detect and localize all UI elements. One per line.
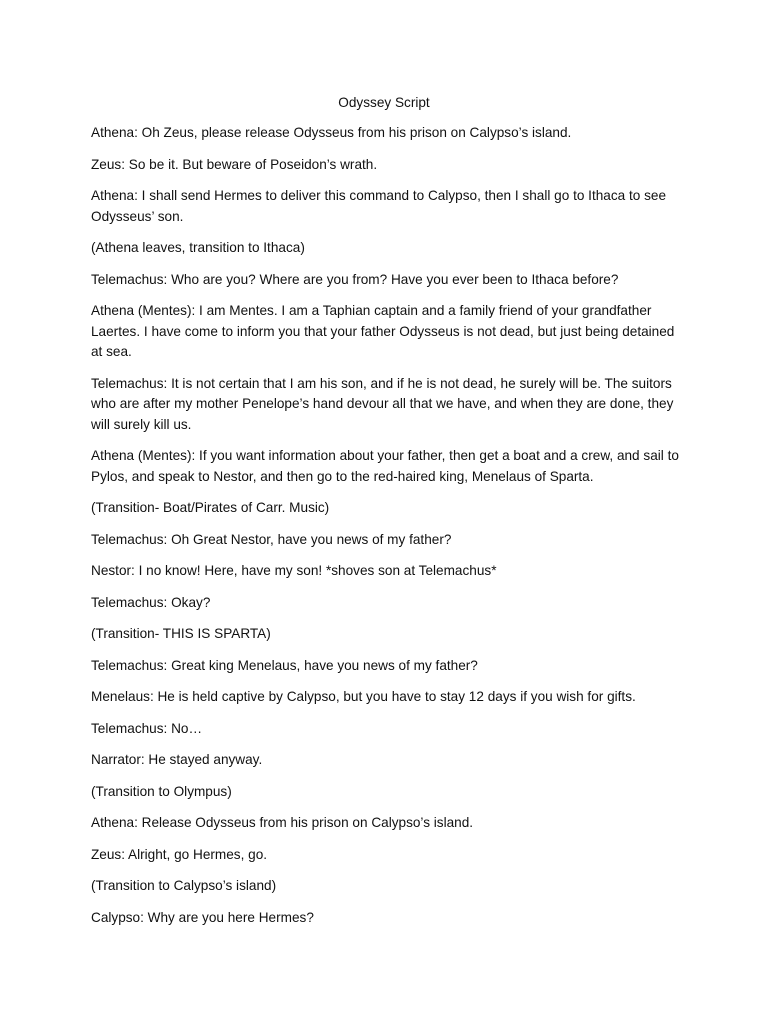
script-line: Telemachus: Great king Menelaus, have you news of my father?	[91, 657, 478, 673]
stage-direction: (Transition- THIS IS SPARTA)	[91, 626, 271, 641]
document-title: Odyssey Script	[338, 95, 430, 110]
stage-direction: (Athena leaves, transition to Ithaca)	[91, 240, 305, 255]
script-line: Zeus: So be it. But beware of Poseidon’s wrath.	[91, 156, 378, 172]
script-line: Telemachus: Who are you? Where are you from? Have you ever been to Ithaca before?	[91, 271, 619, 287]
script-line: Athena: I shall send Hermes to deliver this command to Calypso, then I shall go to Ithaca to see Odysseus’ son.	[91, 188, 667, 224]
script-line: Athena: Release Odysseus from his prison on Calypso’s island.	[91, 815, 474, 830]
script-line: Telemachus: Oh Great Nestor, have you news of my father?	[91, 531, 452, 547]
script-line: Telemachus: No…	[91, 720, 203, 736]
script-line: Menelaus: He is held captive by Calypso, but you have to stay 12 days if you wish for gifts.	[91, 689, 636, 704]
script-line: Nestor: I no know! Here, have my son! *shoves son at Telemachus*	[91, 563, 497, 578]
script-line: Athena: Oh Zeus, please release Odysseus from his prison on Calypso’s island.	[91, 125, 572, 140]
script-line: Athena (Mentes): If you want information about your father, then get a boat and a crew, and sail to Pylos, and speak to Nestor, and then go to the red-haired king, Menelaus of Sparta.	[91, 448, 679, 484]
document-body	[91, 123, 681, 939]
stage-direction: (Transition to Olympus)	[91, 783, 232, 799]
script-line: Narrator: He stayed anyway.	[91, 752, 263, 767]
stage-direction: (Transition- Boat/Pirates of Carr. Music)	[91, 500, 330, 515]
script-line: Telemachus: Okay?	[91, 594, 211, 610]
script-line: Calypso: Why are you here Hermes?	[91, 909, 314, 925]
script-line: Athena (Mentes): I am Mentes. I am a Taphian captain and a family friend of your grandfather Laertes. I have come to inform you that your father Odysseus is not dead, but just being detained at sea.	[91, 303, 675, 359]
script-line: Zeus: Alright, go Hermes, go.	[91, 846, 268, 862]
stage-direction: (Transition to Calypso’s island)	[91, 878, 277, 893]
script-line: Telemachus: It is not certain that I am his son, and if he is not dead, he surely will be. The suitors who are after my mother Penelope’s hand devour all that we have, and when they are done, they will surely kill us.	[91, 375, 674, 432]
